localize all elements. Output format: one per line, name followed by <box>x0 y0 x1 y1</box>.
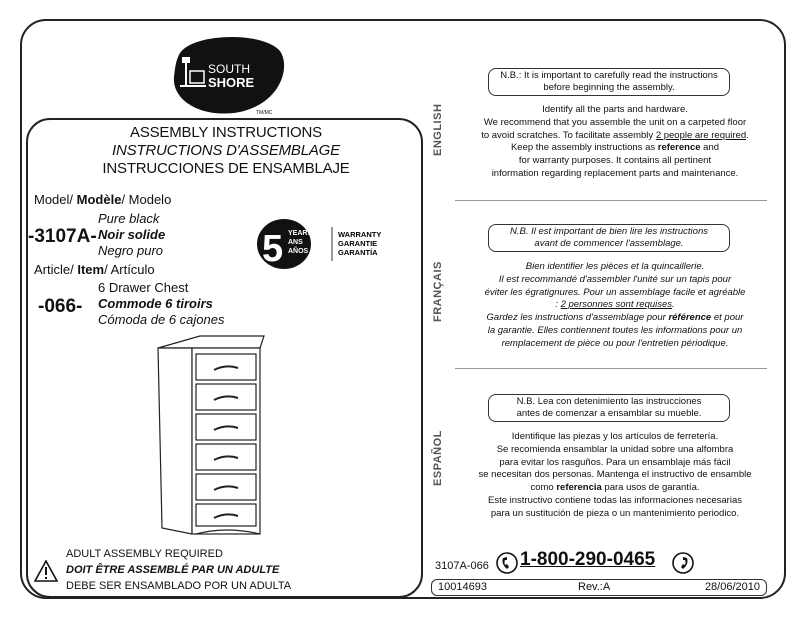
warranty-badge <box>256 217 396 271</box>
svg-text:ANS: ANS <box>288 239 303 246</box>
svg-text:AÑOS: AÑOS <box>288 248 309 255</box>
model-finish: Pure black Noir solide Negro puro <box>98 211 166 258</box>
svg-text:YEARS: YEARS <box>288 230 313 237</box>
article-names: 6 Drawer Chest Commode 6 tiroirs Cómoda de 6 cajones <box>98 280 225 327</box>
divider-1 <box>455 200 767 201</box>
chest-illustration <box>152 334 272 540</box>
article-code: -066- <box>38 296 83 317</box>
doc-date: 28/06/2010 <box>704 581 760 593</box>
trademark: TM/MC <box>256 110 273 116</box>
spanish-side-label: ESPAÑOL <box>432 430 444 486</box>
spanish-nb-box: N.B. Lea con detenimiento las instrucciones antes de comenzar a ensamblar su mueble. <box>488 394 730 422</box>
english-text: Identify all the parts and hardware. We recommend that you assemble the unit on a carpeted floor to avoid scratches. To facilitate assembly 2 people are required. Keep the assembly instructions as reference and for warranty purposes. It contains all pertinent information regarding replacement parts and maintenance. <box>481 104 749 179</box>
french-text: Bien identifier les pièces et la quincaillerie. Il est recommandé d'assembler l'unité sur un tapis pour éviter les égratignures. Pour un assemblage facile et agréable : 2 personnes sont requises. Gardez les instructions d'assemblage pour référence et pour la garantie. Elles contiennent toutes les informations pour un remplacement de pièce ou pour l'entretien périodique. <box>484 261 746 349</box>
revision: Rev.:A <box>578 581 611 593</box>
heading-es: INSTRUCCIONES DE ENSAMBLAJE <box>102 160 350 177</box>
adult-es: DEBE SER ENSAMBLADO POR UN ADULTA <box>66 580 292 592</box>
svg-text:5: 5 <box>262 228 284 270</box>
svg-text:GARANTÍA: GARANTÍA <box>338 248 378 257</box>
model-code: -3107A- <box>28 226 97 247</box>
english-side-label: ENGLISH <box>432 103 444 156</box>
french-nb-box: N.B. Il est important de bien lire les instructions avant de commencer l'assemblage. <box>488 224 730 252</box>
model-label: Model/ Modèle/ Modelo <box>34 192 172 207</box>
french-side-label: FRANÇAIS <box>432 261 444 322</box>
svg-text:WARRANTY: WARRANTY <box>338 230 382 239</box>
warning-icon <box>34 560 58 582</box>
adult-en: ADULT ASSEMBLY REQUIRED <box>66 548 223 560</box>
heading-en: ASSEMBLY INSTRUCTIONS <box>130 124 322 141</box>
divider-2 <box>455 368 767 369</box>
phone-number[interactable]: 1-800-290-0465 <box>520 549 656 570</box>
svg-text:GARANTIE: GARANTIE <box>338 239 378 248</box>
phone-icon <box>496 552 518 574</box>
english-nb-box: N.B.: It is important to carefully read the instructions before beginning the assembly. <box>488 68 730 96</box>
south-shore-logo <box>168 33 288 115</box>
doc-number: 10014693 <box>438 581 487 593</box>
heading-fr: INSTRUCTIONS D'ASSEMBLAGE <box>112 142 340 159</box>
spanish-text: Identifique las piezas y los artículos de ferretería. Se recomienda ensamblar la unidad sobre una alfombra para evitar los rasguños. Para un ensamblaje más fácil se necesitan dos personas. Mantenga el instructivo de ensamble como referencia para usos de garantía. Este instructivo contiene todas las informaciones necesarias para un sustitución de pieza o un mantenimiento periodico. <box>478 431 752 519</box>
footer-box <box>431 579 767 596</box>
logo-south: SOUTH <box>208 62 250 76</box>
logo-shore: SHORE <box>208 75 255 90</box>
phone-icon-right <box>672 552 694 574</box>
adult-fr: DOIT ÊTRE ASSEMBLÉ PAR UN ADULTE <box>66 564 280 576</box>
product-code: 3107A-066 <box>435 560 489 572</box>
article-label: Article/ Item/ Artículo <box>34 262 155 277</box>
